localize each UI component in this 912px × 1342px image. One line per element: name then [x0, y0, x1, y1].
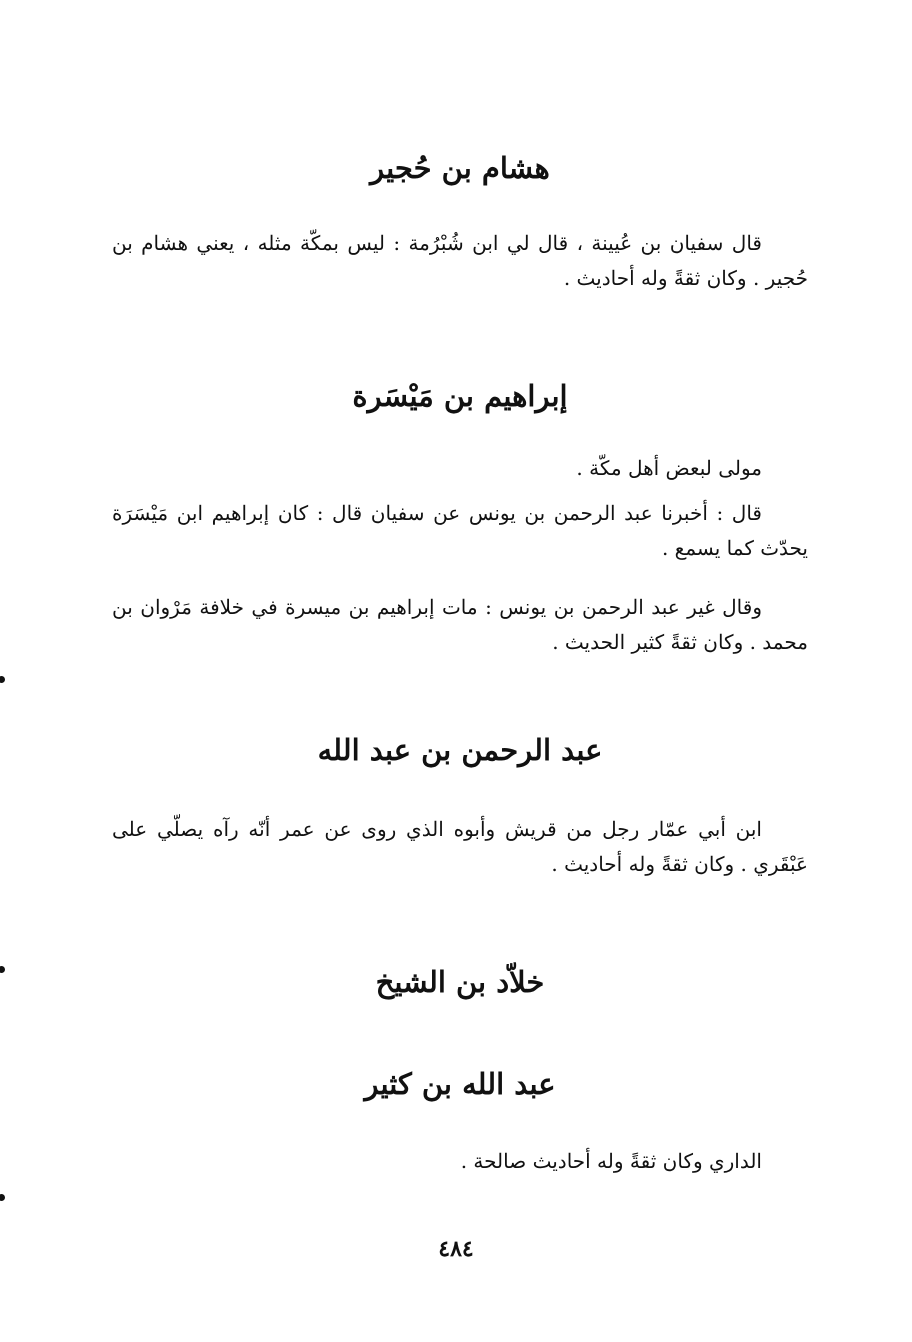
paragraph-ibrahim-1: مولى لبعض أهل مكّة . [576, 456, 762, 480]
page-number: ٤٨٤ [438, 1236, 474, 1262]
heading-hisham-ibn-hujayr: هشام بن حُجير [370, 151, 550, 185]
paragraph-abd-allah-1: الداري وكان ثقةً وله أحاديث صالحة . [460, 1149, 762, 1173]
margin-speck [0, 1194, 5, 1201]
heading-ibrahim-ibn-maysara: إبراهيم بن مَيْسَرة [352, 379, 568, 413]
heading-khallad-ibn-al-shaykh: خلاّد بن الشيخ [375, 965, 545, 999]
margin-speck [0, 676, 5, 683]
margin-speck [0, 966, 5, 973]
heading-abd-allah-ibn-kathir: عبد الله بن كثير [364, 1067, 556, 1101]
paragraph-ibrahim-2: قال : أخبرنا عبد الرحمن بن يونس عن سفيان قال : كان إبراهيم ابن مَيْسَرَة يحدّث كما يسمع . [112, 501, 808, 560]
paragraph-ibrahim-3: وقال غير عبد الرحمن بن يونس : مات إبراهيم بن ميسرة في خلافة مَرْوان بن محمد . وكان ثقةً كثير الحديث . [112, 595, 808, 654]
heading-abd-al-rahman-ibn-abd-allah: عبد الرحمن بن عبد الله [317, 733, 603, 767]
paragraph-hisham-1: قال سفيان بن عُيينة ، قال لي ابن شُبْرُمة : ليس بمكّة مثله ، يعني هشام بن حُجير . وكان ثقةً وله أحاديث . [112, 231, 808, 290]
paragraph-abd-al-rahman-1: ابن أبي عمّار رجل من قريش وأبوه الذي روى عن عمر أنّه رآه يصلّي على عَبْقَري . وكان ثقةً وله أحاديث . [112, 817, 808, 876]
